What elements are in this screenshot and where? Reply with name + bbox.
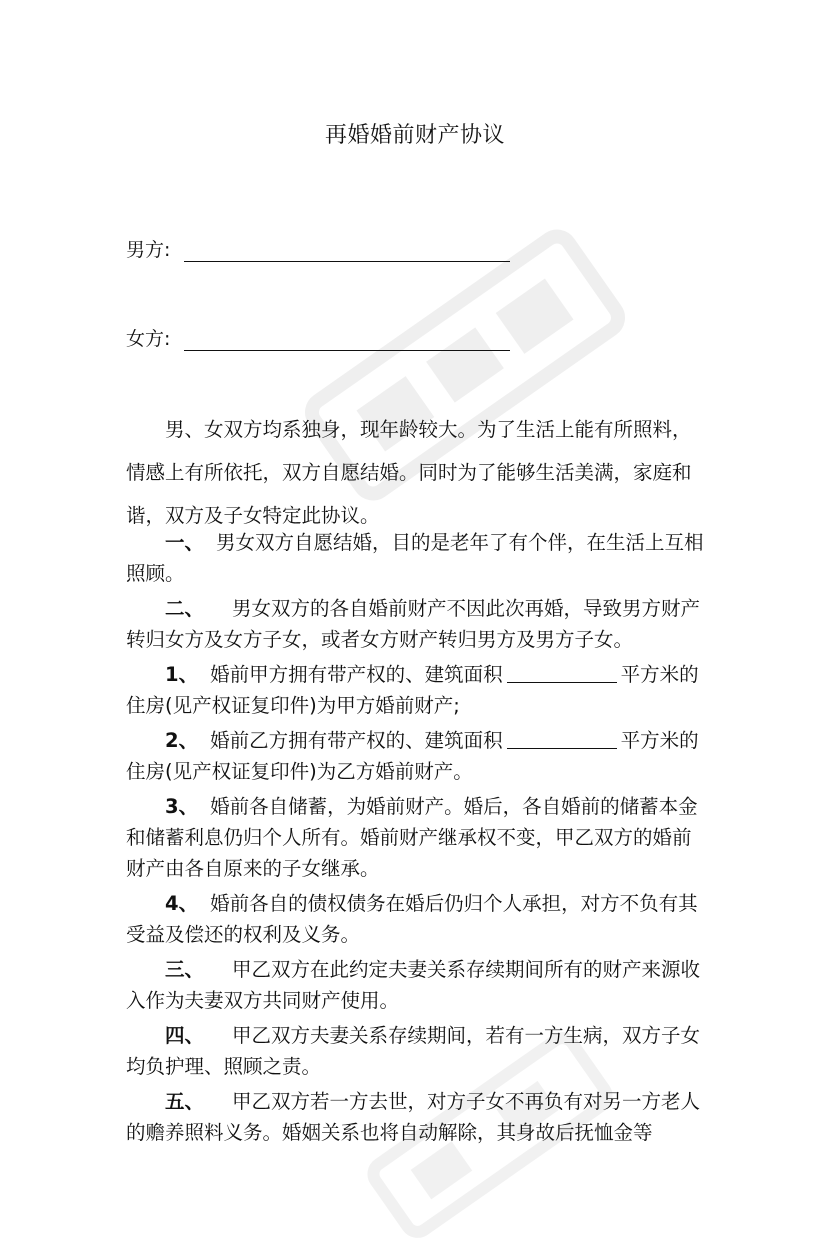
subclause-3 [126,791,706,884]
clause-number: 五、 [165,1090,205,1113]
clause-text: 男女双方自愿结婚，目的是老年了有个伴，在生活上互相照顾。 [126,531,704,585]
clause-number: 三、 [165,958,205,981]
female-party-label: 女方: [126,328,171,350]
clause-number: 2、 [165,729,199,752]
clause-text-a: 婚前乙方拥有带产权的、建筑面积 [210,729,503,752]
area-blank-line [507,662,617,683]
clause-text: 婚前各自的债权债务在婚后仍归个人承担，对方不负有其受益及偿还的权利及义务。 [126,892,698,946]
clause-text: 甲乙双方夫妻关系存续期间，若有一方生病，双方子女均负护理、照顾之责。 [126,1024,701,1078]
clause-5 [126,1086,706,1148]
clause-text: 甲乙双方若一方去世，对方子女不再负有对另一方老人的赡养照料义务。婚姻关系也将自动解除，其身故后抚恤金等 [126,1090,701,1144]
document-title: 再婚婚前财产协议 [324,123,505,148]
subclause-4 [126,888,706,950]
clause-2 [126,593,706,655]
clause-text-a: 婚前甲方拥有带产权的、建筑面积 [210,663,503,686]
male-party-blank-line [184,239,510,262]
intro-paragraph: 男、女双方均系独身，现年龄较大。为了生活上能有所照料，情感上有所依托，双方自愿结婚。同时为了能够生活美满，家庭和谐，双方及子女特定此协议。 [126,418,692,527]
clause-number: 四、 [165,1024,205,1047]
clause-1 [126,527,706,589]
clause-3 [126,954,706,1016]
clause-text-b: 平方米的住房(见产权证复印件)为乙方婚前财产。 [126,729,699,783]
clause-number: 二、 [165,597,205,620]
subclause-2 [126,725,706,787]
clause-4 [126,1020,706,1082]
clause-text: 婚前各自储蓄，为婚前财产。婚后，各自婚前的储蓄本金和储蓄利息仍归个人所有。婚前财产继承权不变，甲乙双方的婚前财产由各自原来的子女继承。 [126,795,698,880]
clause-text-b: 平方米的住房(见产权证复印件)为甲方婚前财产; [126,663,699,717]
clause-number: 一、 [165,531,205,554]
male-party-field [126,235,510,262]
subclause-1 [126,659,706,721]
clauses-list [126,527,706,1152]
area-blank-line [507,728,617,749]
clause-text: 甲乙双方在此约定夫妻关系存续期间所有的财产来源收入作为夫妻双方共同财产使用。 [126,958,701,1012]
male-party-label: 男方: [126,239,171,261]
clause-number: 3、 [165,795,199,818]
clause-number: 1、 [165,663,199,686]
clause-number: 4、 [165,892,199,915]
female-party-field [126,324,510,351]
female-party-blank-line [184,328,510,351]
clause-text: 男女双方的各自婚前财产不因此次再婚，导致男方财产转归女方及女方子女，或者女方财产转归男方及男方子女。 [126,597,701,651]
